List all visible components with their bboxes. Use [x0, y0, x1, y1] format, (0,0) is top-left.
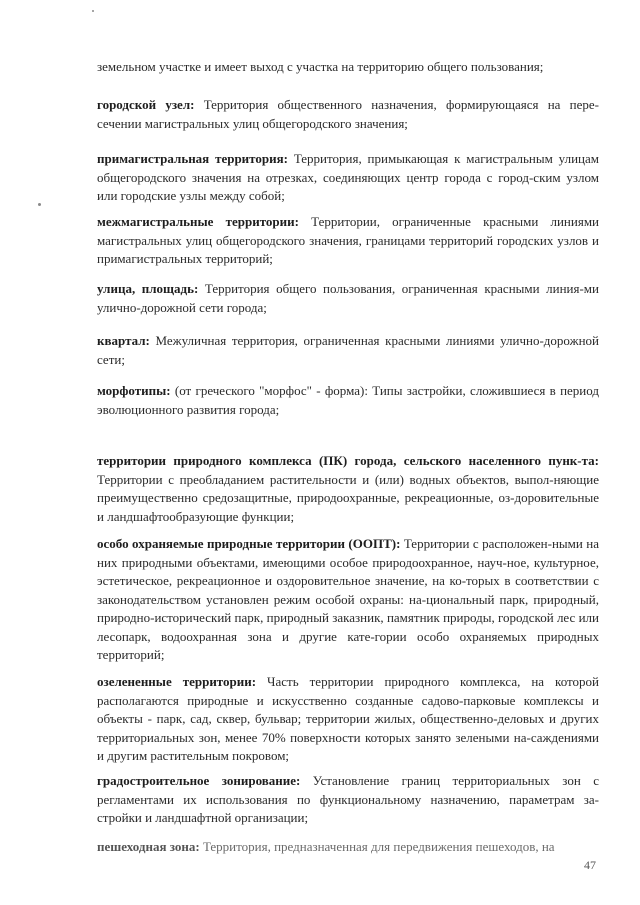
definition-term: пешеходная зона:	[97, 839, 200, 854]
definition-mezhmagistralnye	[97, 213, 599, 269]
definition-term: межмагистральные территории:	[97, 214, 299, 229]
definition-prirodny-kompleks	[97, 452, 599, 526]
definition-term: озелененные территории:	[97, 674, 257, 689]
definition-text: Территория общественного назначения, формирующаяся на пере-сечении магистральных улиц общегородского значения;	[97, 97, 599, 131]
definition-oopt	[97, 535, 599, 665]
definition-term: градостроительное зонирование:	[97, 773, 301, 788]
definition-term: особо охраняемые природные территории (ООПТ):	[97, 536, 401, 551]
scan-speck	[38, 203, 41, 206]
definition-peshekhodnaya-zona	[97, 838, 599, 857]
definition-ulitsa-ploshchad	[97, 280, 599, 317]
definition-term: городской узел:	[97, 97, 195, 112]
definition-gorodskoy-uzel	[97, 96, 599, 133]
definition-term: примагистральная территория:	[97, 151, 288, 166]
definition-text: Межуличная территория, ограниченная красными линиями улично-дорожной сети;	[97, 333, 599, 367]
definition-text: Установление границ территориальных зон с регламентами их использования по функциональному назначению, параметрам за-стройки и ландшафтной организации;	[97, 773, 600, 825]
scan-speck	[92, 10, 94, 12]
definition-ozelenennye	[97, 673, 599, 766]
definition-term: улица, площадь:	[97, 281, 199, 296]
definition-term: морфотипы:	[97, 383, 171, 398]
paragraph-continuation	[97, 58, 599, 77]
definition-zonirovanie	[97, 772, 599, 828]
definition-term: территории природного комплекса (ПК) города, сельского населенного пунк-та:	[97, 453, 599, 468]
definition-kvartal	[97, 332, 599, 369]
definition-text: Территории с преобладанием растительности и (или) водных объектов, выпол-няющие преимущественно средозащитные, природоохранные, рекреационные, оз-доровительные и ландшафтообразующие функции;	[97, 471, 599, 524]
definition-text: Часть территории природного комплекса, на которой располагаются природные и искусственно созданные садово-парковые комплексы и объекты - парк, сад, сквер, бульвар; территории жилых, общественно-деловых и других территориальных зон, менее 70% поверхности которых занято зелеными на-саждениями и другим растительным покровом;	[97, 674, 599, 763]
paragraph-text: земельном участке и имеет выход с участка на территорию общего пользования;	[97, 59, 544, 74]
page-number: 47	[584, 858, 596, 872]
definition-text: Территория, предназначенная для передвижения пешеходов, на	[199, 839, 555, 854]
definition-primagistralnaya	[97, 150, 599, 206]
definition-text: (от греческого "морфос" - форма): Типы застройки, сложившиеся в период эволюционного развития города;	[97, 383, 599, 417]
definition-term: квартал:	[97, 333, 150, 348]
definition-text: Территория общего пользования, ограниченная красными линия-ми улично-дорожной сети города;	[97, 281, 599, 315]
definition-morfotipy	[97, 382, 599, 419]
definition-text: Территории с расположен-ными на них природными объектами, имеющими особое природоохранное, науч-ное, культурное, эстетическое, рекреационное и оздоровительное значение, на ко-торых в соответствии с законодательством установлен режим особой охраны: на-циональный парк, природный, природно-исторический парк, природный заказник, памятник природы, городской лес или лесопарк, водоохранная зона и другие кате-гории особо охраняемых природных территорий;	[97, 536, 600, 662]
definition-text: Территории, ограниченные красными линиями магистральных улиц общегородского значения, границами территорий городских узлов и примагистральных территорий;	[97, 214, 600, 266]
definition-text: Территория, примыкающая к магистральным улицам общегородского значения на отрезках, соединяющих центр города с город-ским узлом или городские узлы между собой;	[97, 151, 600, 203]
